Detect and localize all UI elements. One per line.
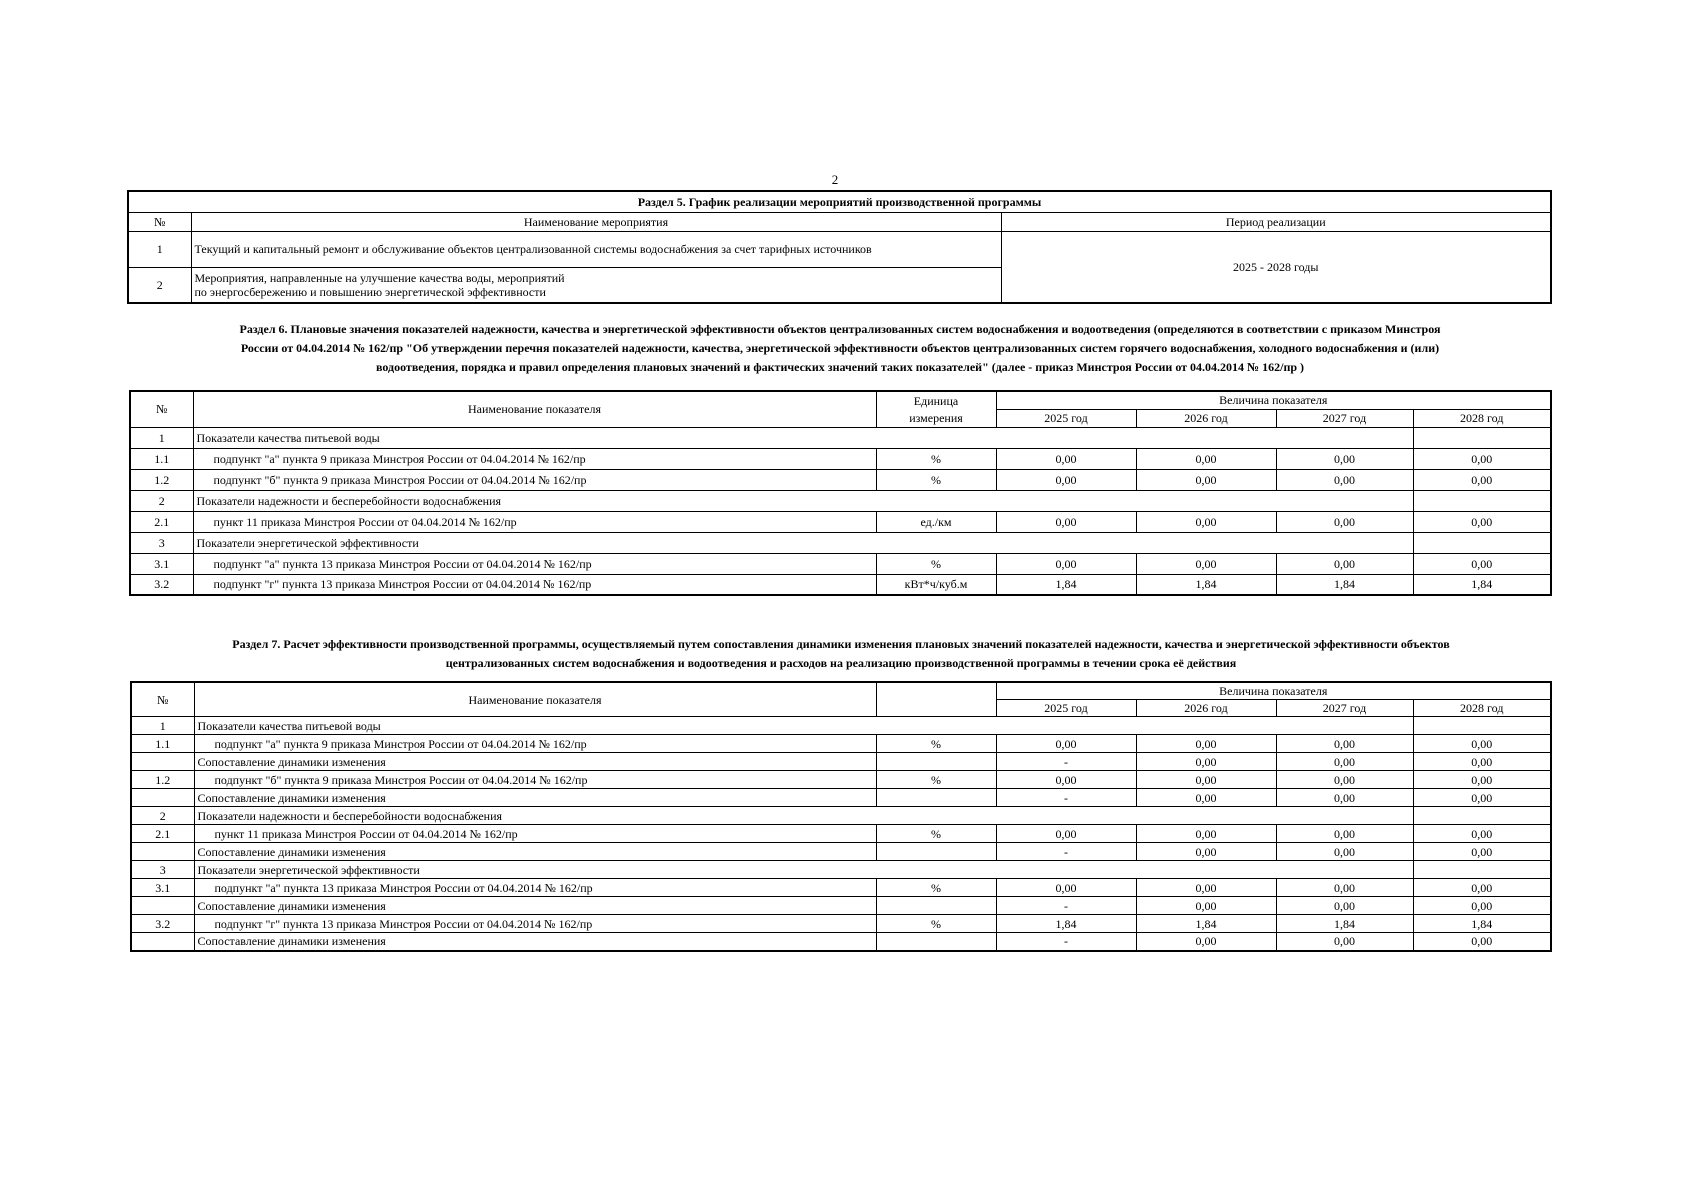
table-row — [130, 469, 1551, 490]
section7-title — [132, 635, 1550, 673]
row-number: 1 — [130, 427, 193, 448]
section7-year: 2028 год — [1413, 700, 1551, 717]
section6-title — [130, 320, 1550, 377]
row-number: 2.1 — [131, 825, 194, 843]
row-number: 3.2 — [130, 574, 193, 595]
indicator-name: пункт 11 приказа Минстроя России от 04.04.2014 № 162/пр — [194, 825, 876, 843]
value-cell: 0,00 — [1413, 735, 1551, 753]
page-number: 2 — [831, 172, 839, 187]
group-name: Показатели надежности и бесперебойности водоснабжения — [193, 490, 1413, 511]
value-cell: 1,84 — [1413, 574, 1551, 595]
section6-col-value: Величина показателя — [996, 391, 1551, 409]
indicator-name: подпункт "б" пункта 9 приказа Минстроя России от 04.04.2014 № 162/пр — [194, 771, 876, 789]
indicator-name: подпункт "а" пункта 9 приказа Минстроя России от 04.04.2014 № 162/пр — [193, 448, 876, 469]
section5-row-name — [191, 267, 1001, 303]
section6-year: 2026 год — [1136, 409, 1276, 427]
row-number: 1 — [131, 717, 194, 735]
section5-col-num: № — [128, 212, 191, 231]
table-row — [130, 448, 1551, 469]
section5-col-name: Наименование мероприятия — [191, 212, 1001, 231]
value-cell: 0,00 — [1413, 825, 1551, 843]
value-cell: 0,00 — [1276, 897, 1413, 915]
value-cell: 0,00 — [996, 825, 1136, 843]
indicator-name: Сопоставление динамики изменения — [194, 789, 876, 807]
indicator-name: пункт 11 приказа Минстроя России от 04.04.2014 № 162/пр — [193, 511, 876, 532]
table-row — [131, 771, 1551, 789]
value-cell: 0,00 — [1276, 771, 1413, 789]
group-row — [131, 717, 1551, 735]
table-row — [131, 915, 1551, 933]
group-row — [131, 807, 1551, 825]
indicator-name: подпункт "а" пункта 13 приказа Минстроя России от 04.04.2014 № 162/пр — [193, 553, 876, 574]
value-cell: 0,00 — [1276, 511, 1413, 532]
group-name: Показатели энергетической эффективности — [193, 532, 1413, 553]
unit-cell: % — [876, 448, 996, 469]
value-cell: 0,00 — [1413, 511, 1551, 532]
section5-title: Раздел 5. График реализации мероприятий производственной программы — [128, 191, 1551, 212]
section5-row-num: 2 — [128, 267, 191, 303]
section6-title-line: Раздел 6. Плановые значения показателей надежности, качества и энергетической эффективности объектов централизованных систем водоснабжения и водоотведения (определяются в соответствии с приказом Минстроя — [239, 322, 1441, 336]
value-cell: - — [996, 843, 1136, 861]
unit-cell — [876, 933, 996, 951]
value-cell: 0,00 — [1413, 933, 1551, 951]
value-cell: 0,00 — [1413, 897, 1551, 915]
section6-col-unit: Единица — [876, 391, 996, 409]
unit-cell: % — [876, 915, 996, 933]
value-cell: 1,84 — [1276, 915, 1413, 933]
value-cell: 0,00 — [1136, 553, 1276, 574]
unit-cell — [876, 843, 996, 861]
group-name: Показатели энергетической эффективности — [194, 861, 1413, 879]
section6-col-name: Наименование показателя — [193, 391, 876, 427]
indicator-name: подпункт "а" пункта 9 приказа Минстроя России от 04.04.2014 № 162/пр — [194, 735, 876, 753]
value-cell: 1,84 — [1136, 574, 1276, 595]
section6-title-line: России от 04.04.2014 № 162/пр "Об утверждении перечня показателей надежности, качества, энергетической эффективности объектов централизованных систем горячего водоснабжения, холодного водоснабжения и (или) — [240, 341, 1440, 355]
row-number — [131, 897, 194, 915]
value-cell: 0,00 — [996, 771, 1136, 789]
empty-cell — [1413, 717, 1551, 735]
section7-table-body — [131, 717, 1551, 951]
table-row — [131, 879, 1551, 897]
empty-cell — [1413, 490, 1551, 511]
section5-table — [127, 190, 1552, 304]
value-cell: - — [996, 933, 1136, 951]
row-number: 2 — [130, 490, 193, 511]
value-cell: 0,00 — [1413, 553, 1551, 574]
row-number: 1.2 — [130, 469, 193, 490]
value-cell: 0,00 — [1136, 753, 1276, 771]
table-row — [131, 897, 1551, 915]
indicator-name: Сопоставление динамики изменения — [194, 897, 876, 915]
section5-col-period: Период реализации — [1001, 212, 1551, 231]
value-cell: 0,00 — [996, 879, 1136, 897]
unit-cell — [876, 753, 996, 771]
group-name: Показатели качества питьевой воды — [194, 717, 1413, 735]
indicator-name: Сопоставление динамики изменения — [194, 753, 876, 771]
value-cell: 0,00 — [1136, 511, 1276, 532]
value-cell: 0,00 — [1276, 879, 1413, 897]
section6-year: 2025 год — [996, 409, 1136, 427]
value-cell: 0,00 — [1276, 825, 1413, 843]
unit-cell: % — [876, 771, 996, 789]
indicator-name: Сопоставление динамики изменения — [194, 843, 876, 861]
value-cell: 0,00 — [1276, 789, 1413, 807]
value-cell: 0,00 — [1276, 753, 1413, 771]
table-row — [131, 825, 1551, 843]
section6-table-body — [130, 427, 1551, 595]
section7-year: 2027 год — [1276, 700, 1413, 717]
indicator-name: Сопоставление динамики изменения — [194, 933, 876, 951]
value-cell: 1,84 — [1413, 915, 1551, 933]
row-number — [131, 843, 194, 861]
row-number — [131, 789, 194, 807]
value-cell: 0,00 — [996, 553, 1136, 574]
value-cell: - — [996, 897, 1136, 915]
table-row — [131, 789, 1551, 807]
value-cell: 0,00 — [1136, 825, 1276, 843]
row-number: 3.1 — [130, 553, 193, 574]
empty-cell — [1413, 427, 1551, 448]
value-cell: 0,00 — [1413, 879, 1551, 897]
value-cell: 1,84 — [1276, 574, 1413, 595]
section6-year: 2028 год — [1413, 409, 1551, 427]
section6-year: 2027 год — [1276, 409, 1413, 427]
group-row — [130, 427, 1551, 448]
value-cell: 0,00 — [1276, 469, 1413, 490]
section7-year: 2025 год — [996, 700, 1136, 717]
value-cell: 0,00 — [996, 735, 1136, 753]
value-cell: 0,00 — [996, 448, 1136, 469]
value-cell: 0,00 — [1136, 789, 1276, 807]
row-number: 2 — [131, 807, 194, 825]
unit-cell: % — [876, 553, 996, 574]
unit-cell: % — [876, 735, 996, 753]
value-cell: 0,00 — [1136, 469, 1276, 490]
section7-title-line: Раздел 7. Расчет эффективности производственной программы, осуществляемый путем сопоставления динамики изменения плановых значений показателей надежности, качества и энергетической эффективности объектов — [232, 637, 1450, 651]
unit-cell: кВт*ч/куб.м — [876, 574, 996, 595]
indicator-name: подпункт "б" пункта 9 приказа Минстроя России от 04.04.2014 № 162/пр — [193, 469, 876, 490]
group-row — [130, 490, 1551, 511]
empty-cell — [1413, 807, 1551, 825]
value-cell: 0,00 — [1136, 933, 1276, 951]
section7-title-line: централизованных систем водоснабжения и водоотведения и расходов на реализацию производственной программы в течении срока её действия — [445, 656, 1237, 670]
unit-cell: % — [876, 879, 996, 897]
section5-row-num: 1 — [128, 231, 191, 267]
row-number: 1.2 — [131, 771, 194, 789]
group-name: Показатели качества питьевой воды — [193, 427, 1413, 448]
value-cell: 0,00 — [1276, 448, 1413, 469]
section6-col-unit: измерения — [876, 409, 996, 427]
section6-col-num: № — [130, 391, 193, 427]
value-cell: 0,00 — [1276, 843, 1413, 861]
row-number — [131, 753, 194, 771]
group-row — [130, 532, 1551, 553]
section6-title-line: водоотведения, порядка и правил определения плановых значений и фактических значений таких показателей" (далее - приказ Минстроя России от 04.04.2014 № 162/пр ) — [375, 360, 1305, 374]
value-cell: 0,00 — [1276, 553, 1413, 574]
indicator-name: подпункт "г" пункта 13 приказа Минстроя России от 04.04.2014 № 162/пр — [194, 915, 876, 933]
value-cell: 0,00 — [1413, 771, 1551, 789]
section5-row-name-line: Мероприятия, направленные на улучшение качества воды, мероприятий — [194, 270, 565, 285]
value-cell: 0,00 — [1413, 789, 1551, 807]
section5-period: 2025 - 2028 годы — [1001, 231, 1551, 303]
unit-cell: % — [876, 469, 996, 490]
value-cell: 0,00 — [996, 511, 1136, 532]
section7-col-num: № — [131, 682, 194, 717]
unit-cell — [876, 897, 996, 915]
section7-col-name: Наименование показателя — [194, 682, 876, 717]
value-cell: 0,00 — [996, 469, 1136, 490]
indicator-name: подпункт "а" пункта 13 приказа Минстроя России от 04.04.2014 № 162/пр — [194, 879, 876, 897]
table-row — [130, 553, 1551, 574]
table-row — [131, 933, 1551, 951]
table-row — [130, 511, 1551, 532]
value-cell: 0,00 — [1136, 735, 1276, 753]
row-number: 3 — [130, 532, 193, 553]
value-cell: - — [996, 789, 1136, 807]
value-cell: 0,00 — [1276, 933, 1413, 951]
table-row — [131, 753, 1551, 771]
section7-table — [130, 681, 1552, 952]
row-number: 3 — [131, 861, 194, 879]
unit-cell: % — [876, 825, 996, 843]
section7-col-value: Величина показателя — [996, 682, 1551, 700]
section5-row-name: Текущий и капитальный ремонт и обслуживание объектов централизованной системы водоснабжения за счет тарифных источников — [191, 231, 1001, 267]
row-number — [131, 933, 194, 951]
row-number: 3.2 — [131, 915, 194, 933]
unit-cell — [876, 789, 996, 807]
value-cell: 0,00 — [1136, 843, 1276, 861]
value-cell: 0,00 — [1136, 879, 1276, 897]
empty-cell — [1413, 861, 1551, 879]
value-cell: - — [996, 753, 1136, 771]
section7-year: 2026 год — [1136, 700, 1276, 717]
value-cell: 0,00 — [1136, 448, 1276, 469]
section6-table — [129, 390, 1552, 596]
value-cell: 0,00 — [1413, 448, 1551, 469]
value-cell: 0,00 — [1276, 735, 1413, 753]
indicator-name: подпункт "г" пункта 13 приказа Минстроя России от 04.04.2014 № 162/пр — [193, 574, 876, 595]
row-number: 1.1 — [130, 448, 193, 469]
value-cell: 0,00 — [1136, 771, 1276, 789]
table-row — [131, 843, 1551, 861]
value-cell: 0,00 — [1413, 753, 1551, 771]
row-number: 3.1 — [131, 879, 194, 897]
row-number: 1.1 — [131, 735, 194, 753]
section5-row-name-line: по энергосбережению и повышению энергетической эффективности — [194, 284, 546, 299]
value-cell: 1,84 — [996, 574, 1136, 595]
row-number: 2.1 — [130, 511, 193, 532]
value-cell: 1,84 — [996, 915, 1136, 933]
table-row — [131, 735, 1551, 753]
section7-col-unit — [876, 682, 996, 717]
unit-cell: ед./км — [876, 511, 996, 532]
table-row — [130, 574, 1551, 595]
value-cell: 1,84 — [1136, 915, 1276, 933]
value-cell: 0,00 — [1413, 843, 1551, 861]
value-cell: 0,00 — [1136, 897, 1276, 915]
value-cell: 0,00 — [1413, 469, 1551, 490]
empty-cell — [1413, 532, 1551, 553]
group-row — [131, 861, 1551, 879]
group-name: Показатели надежности и бесперебойности водоснабжения — [194, 807, 1413, 825]
